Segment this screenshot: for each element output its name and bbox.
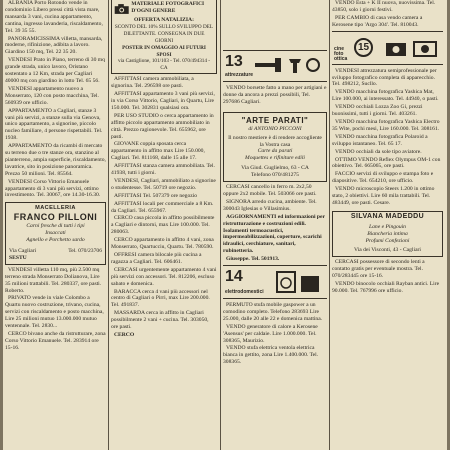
butcher-ad-line: Carni fresche di tutti i tipi [26, 223, 85, 230]
lingerie-shop-title: SILVANA MADEDDU [350, 212, 425, 220]
wallpaper-shop-owner: di ANTONIO PICCONI [248, 125, 302, 132]
classified-ad: AGGIORNAMENTI ed informazioni per ristrutturazione e costruzioni edili. Isolamenti termoacustici, impermeabilizzazioni, coperture, scarichi idraulici, cerchiature, sanitari, rubinetteria. [223, 213, 325, 255]
section-label: attrezzature [225, 72, 254, 79]
section-band-14 [223, 265, 327, 299]
column-2 [111, 0, 217, 450]
classified-ad: VENDESI appartamento nuovo a Monserrato, 120 con posto macchina, Tel. 560939 ore ufficio. [5, 85, 99, 106]
classified-ad: MASSARDA cerca in affitto in Cagliari possibilmente 2 vani + cucina. Tel. 303050, ore pasti. [111, 310, 209, 331]
photo-shop-line: POSTER IN OMAGGIO AI FUTURI SPOSI [122, 44, 206, 58]
classified-ad: VENDO binocolo occhiali Rayban antici. Lire 90.000. Tel. 767996 ore ufficio. [332, 281, 440, 294]
classified-ad: AFFITTASI camera ammobiliata, a signorina. Tel. 296598 ore pasti. [111, 76, 194, 90]
classified-ad: VENDO generatore di calore a Kerosene 'Asensus' per caldaie. Lire 1.000.000. Tel. 308365, Maurizio. [223, 323, 318, 344]
photo-shop-ad-box [111, 0, 217, 74]
wallpaper-shop-line: Moquettes e rifiniture edili [245, 155, 305, 162]
classified-ad: CERCO casa piccola in affitto possibilmente a Cagliari e dintorni, max Lire 100.000. Tel. 280063. [111, 215, 215, 236]
lingerie-shop-line: Profumi Confezioni [365, 237, 410, 244]
wallpaper-shop-ad-box [223, 112, 327, 182]
classified-ad: AFFITTASI Tel. 507379 ore negozio [114, 192, 198, 199]
lingerie-shop-address: Via dei Visconti, 43 - Cagliari [354, 247, 421, 254]
classified-ad: VENDESI attrezzatura semiprofessionale per sviluppo fotografico completa di apparecchio. Tel. 498212, Sucllo. [332, 67, 437, 88]
classified-ad: VENDO microscopio Steers 1.200 in ottimo stato, 2 obiettivi. Lire 60 mila trattabili. Tel. 483449, ore pasti. Cesare. [332, 186, 435, 206]
classified-ad: CERCASI possessore di secondo lenti a contatto gratis per eventuale mostra. Tel. 070/283445 ore 15-16. [332, 259, 425, 280]
classified-ad: VENDO stufa elettrica ventola elettrica bianca in gettito, zona Lire 1.400.000. Tel. 308365. [223, 345, 319, 366]
section-band-13 [223, 50, 327, 82]
classified-ad: PERMUTO stufa mobile gaspower a un comodino completo. Telefono 283693 Lire 25.000, dalle 20 alle 22 e domenica mattina. [223, 302, 323, 322]
classified-ad: CERCO appartamento in affitto 4 vani, zona Monserrato, Quartucciu, Quartu. Tel. 780590. [111, 237, 214, 251]
classified-ad: VENDESI, Cagliari, ammobiliato a signorine o studentesse. Tel. 50719 ore negozio. [111, 177, 216, 191]
butcher-ad-address: Via Cagliari [9, 248, 37, 254]
butcher-ad-city: SESTU [9, 254, 27, 261]
newspaper-page [3, 0, 447, 450]
lingerie-shop-line: Lane e Pingouin [369, 223, 406, 230]
wallpaper-shop-line: Carte da parati [257, 148, 293, 155]
classified-ad: VENDO macchina fotografica Polaroid a sviluppo istantaneo. Tel. 65 17. [332, 133, 428, 147]
wallpaper-shop-line: Il nostro mestiere è di rendere accogliente la Vostra casa [228, 134, 322, 148]
tools-icon [253, 55, 323, 75]
classified-ad: AFFITTASI stanza camera ammobiliata. Tel. 41938, tutti i giorni. [111, 163, 215, 177]
classified-ad: FACCIO servizi di sviluppo e stampa foto e diapositive. Tel. 654210, ore ufficio. [332, 171, 434, 185]
section-label: elettrodomestici [225, 289, 264, 296]
wallpaper-shop-title: "ARTE PARATI" [241, 115, 309, 125]
classified-ad: VENDO macchina fotografica Yashica Mat, Lire 100.000, ai interessato. Tel. 44940, o pasti. [332, 89, 439, 103]
classified-ad: OFFRESI camera bilocale più cucina a ragazza a Cagliari. Tel. 606461. [111, 252, 202, 265]
classified-ad: PRIVATO vende in viale Colombo a Quartu nuovo costruzione, trivano, cucina, servizi con riscaldamento e posto macchina, Lire 25 milioni mutuo 13.000.000 mutuo ventennale. Tel. 2830... [5, 295, 104, 330]
classified-ad: Giuseppe. Tel. 501913. [226, 256, 280, 263]
classified-ad: VENDO Esta + K II nuova, nuovissima. Tel. 43850, solo i giorni festivi. [332, 0, 436, 13]
classified-ad: PANORAMICISSIMA villetta, mansarda, moderne, rifinizione, adibita a lavoro. Giardino 150 mq, Tel. 22 35 20. [5, 35, 103, 56]
classified-ad: AFFITTASI appartamento 3 vani più servizi, in via Corso Vittorio, Cagliari, in Quartu, Lire 150.000. Tel. 302831 qualsiasi ora. [111, 91, 215, 111]
classified-ad: OTTIMO VENDO Reflex Olympus OM-1 con obiettivo. Tel. 665065, ore pasti. [332, 156, 441, 170]
classified-ad: CERCO [114, 331, 135, 338]
wallpaper-shop-phone: Telefono 070/481275 [251, 172, 299, 179]
classified-ad: VENDO occhiali da sole tipo aviatore. [335, 148, 422, 155]
butcher-ad-box [5, 202, 106, 264]
column-1 [5, 0, 106, 450]
classified-ad: CERCASI urgentemente appartamento 4 vani più servizi con accessori. Tel. 812206, escluso sabato e domenica. [111, 266, 217, 287]
column-3 [223, 0, 327, 450]
lingerie-shop-ad-box [332, 211, 443, 258]
classified-ad: CERCASI cancello in ferro m. 2x2,50 oppure 2x2 mobile. Tel. 503066 ore pasti. [223, 184, 317, 197]
wallpaper-shop-address: Via Giud. Guglielmo, 63 - CA [241, 165, 309, 172]
classified-ad: VENDESI Prato in Piano, terreno di 30 mq grande strada, unico lavoro, Oristano sostentato a 12 Km, strada per Cagliari 40000 mq con giardino in lotto Tel. 65 56. [5, 57, 105, 84]
classified-ad: VENDESI Corso Vittorio Emanuele appartamento di 3 vani più servizi, ottimo investimento. Tel. 30067, ore 14.30-16.30. [5, 178, 101, 199]
butcher-ad-line: Agnello e Porchetto sardo [26, 237, 85, 244]
classified-ad: GIOVANE coppia sposata cerca appartamento in affitto max Lire 150.000, Cagliari. Tel. 811168, dalle 15 alle 17. [111, 141, 205, 162]
butcher-ad-title: MACELLERIA [35, 205, 76, 212]
classified-ad: VENDO macchina fotografica Yashica Electro 35 Wite, pochi mesi, Lire 160.000. Tel. 308161. [332, 118, 440, 132]
section-number: 13 [225, 53, 243, 70]
column-divider [108, 0, 109, 450]
column-4 [332, 0, 443, 450]
lingerie-shop-line: Biancheria intima [367, 230, 408, 237]
butcher-ad-line: Insaccati [45, 230, 66, 237]
appliance-icon [273, 270, 323, 294]
camera-projector-icon [384, 37, 440, 59]
section-number: 15 [354, 38, 373, 57]
classified-ad: VENDO borsette fatto a mano per artigiani e donne da ancora a prezzi possibili, Tel. 297686 Cagliari. [223, 85, 327, 105]
classified-ad: SIGNORA arredo cucina, ambiente. Tel. 300043 Iglesias o Villasimius. [223, 198, 317, 212]
column-divider [220, 0, 221, 450]
classified-ad: APPARTAMENTO a Cagliari, stanze 3 vani più servizi, a stanze sulla via Genova, unico appartamento, a signorine, piccolo nucleo familiare, 4 persone rispettabili. Tel. 1938. [5, 107, 103, 142]
classified-ad: AFFITTASI locali per commerciale a 8 Km. da Cagliari. Tel. 655967. [111, 200, 214, 214]
classified-ad: ALBANIA Porto Rotondo vende in condominio Libero pressi città vista mare, mansarda 3 vani, cucina appartamento, cantina, ingresso lavanderia, riscaldamento, Tel. 39 35 55. [5, 0, 103, 34]
classified-ad: VENDESI villetta 110 mq, più 2.500 mq terreno strada Monserrato Dolianova, Lire 35 milioni trattabili. Tel. 280337, ore pasti. Roberto. [5, 266, 102, 294]
photo-shop-offer: OFFERTA NATALIZIA: [134, 17, 194, 23]
photo-shop-line: MATERIALE FOTOGRAFICI D'OGNI GENERE [131, 1, 205, 14]
section-label: cine foto ottica [334, 45, 348, 62]
classified-ad: BARACCA cerca 4 vani più accessori nel centro di Cagliari o Pirri, max Lire 200.000. Tel. 491837. [111, 288, 210, 309]
photo-shop-address: via Castiglione, 101/103 - Tel. 070/494314 - CA [117, 58, 211, 72]
classified-ad: VENDO occhiali Lozza Zoo Gi, prezzi buonissimi, tutti i giorni. Tel. 403261. [332, 104, 423, 118]
classified-ad: PER CAMBIO di casa vendo camera a Kerosene tipo 'Argo 304'. Tel. 810043. [332, 14, 423, 28]
classified-ad: APPARTAMENTO da ricambi di mercato su terreno due o tre stanze ora, stanzino al pianterreno, ampia superficie, riscaldamento, lavatrice, sito in posizione panoramica. Prezzo 50 milioni. Tel. 85564. [5, 143, 106, 177]
photo-shop-line: SCONTO DEL 10% SULLO SVILUPPO DEL DILETTANTE. CONSEGNA IN DUE GIORNI [114, 23, 214, 44]
butcher-ad-name: FRANCO PILLONI [13, 212, 98, 223]
classified-ad: CERCO bivano anche da ristrutturare, zona Corso Vittorio Emanuele. Tel. 283914 ore 15-16. [5, 330, 106, 351]
classified-ad: PER USO STUDIO o cerca appartamento in affitto piccolo appartamento ammobiliato in città. Prezzo ragionevole. Tel. 655962, ore pasti. [111, 112, 214, 140]
camera-icon [114, 1, 129, 17]
butcher-ad-phone: Tel. 070/23706 [68, 248, 102, 254]
section-band-15 [332, 31, 443, 65]
section-number: 14 [225, 268, 243, 286]
column-divider [329, 0, 330, 450]
